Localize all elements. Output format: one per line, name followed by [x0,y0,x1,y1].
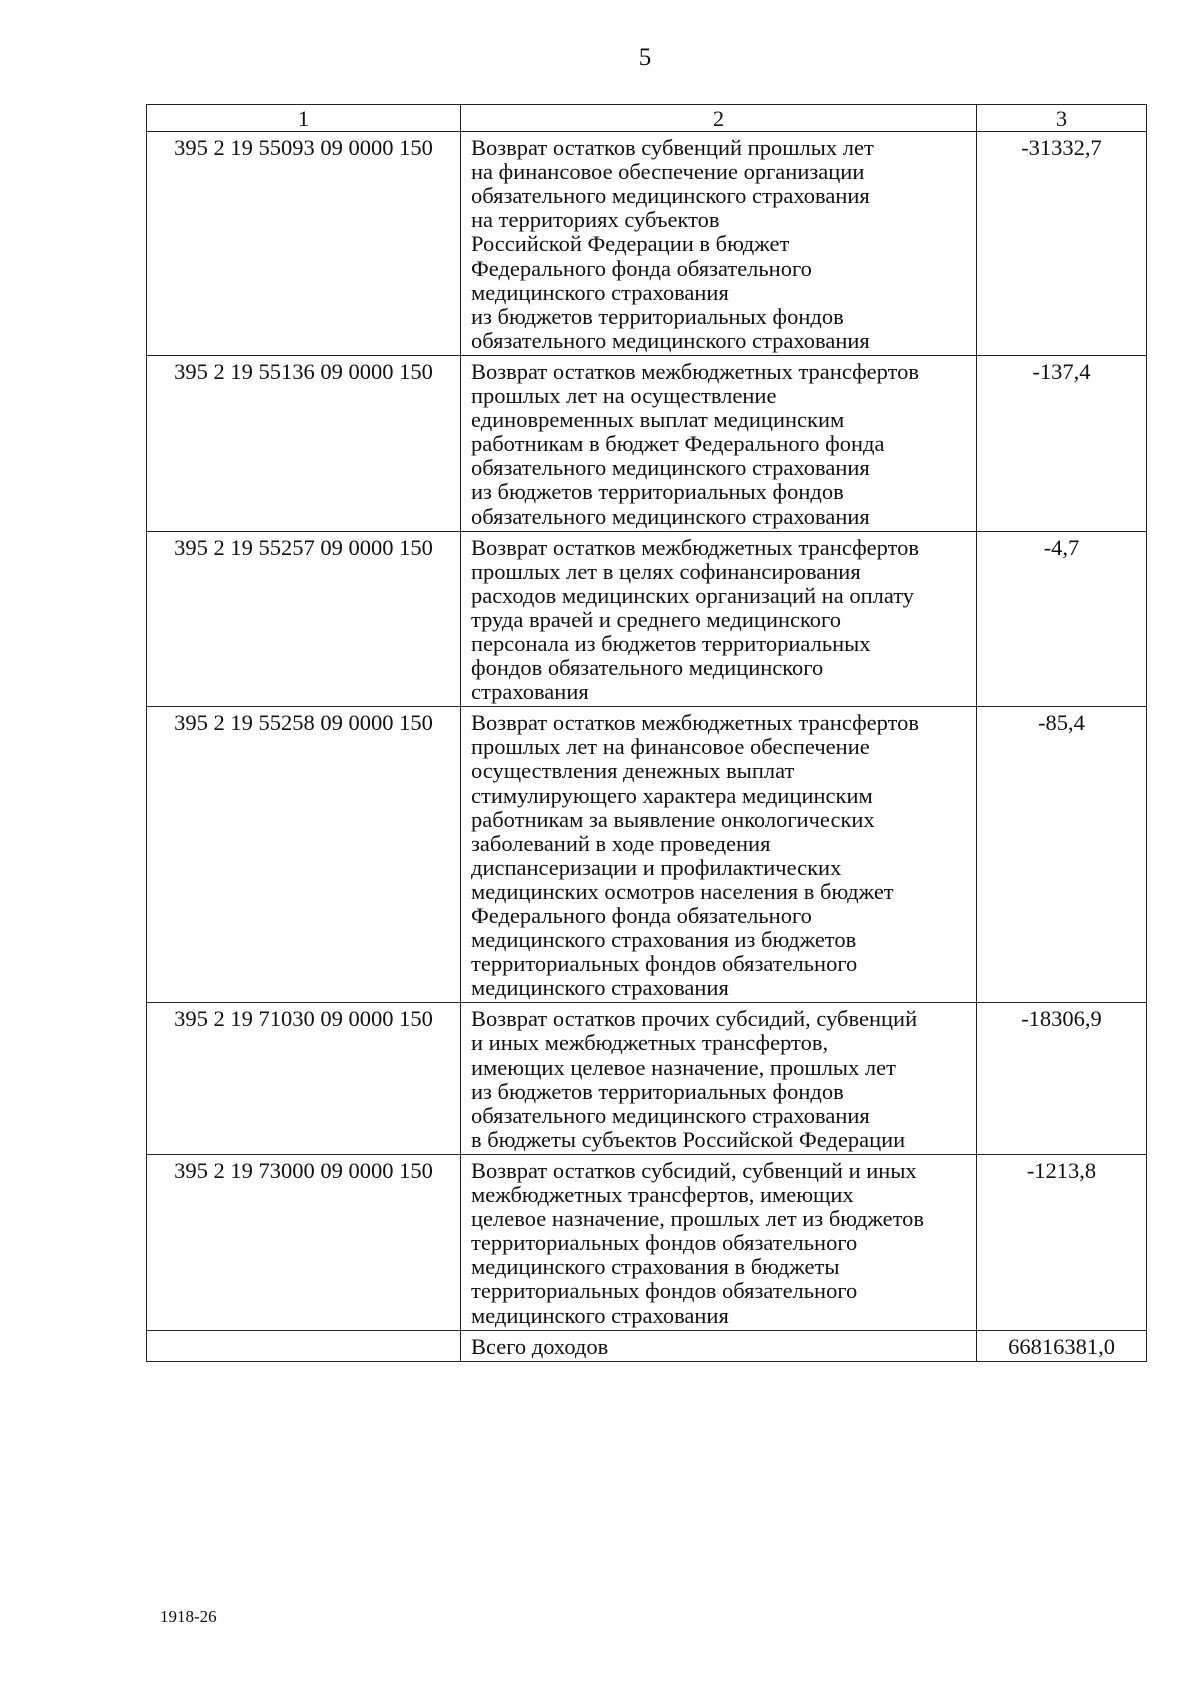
amount-cell: -1213,8 [977,1154,1147,1330]
column-header-code: 1 [147,105,461,132]
budget-code-cell: 395 2 19 55258 09 0000 150 [147,707,461,1003]
page-number: 5 [638,44,652,71]
description-cell: Возврат остатков прочих субсидий, субвенций и иных межбюджетных трансфертов, имеющих целевое назначение, прошлых лет из бюджетов территориальных фондов обязательного медицинского страхования в бюджеты субъектов Российской Федерации [461,1003,977,1155]
column-header-name: 2 [461,105,977,132]
description-cell: Возврат остатков межбюджетных трансфертов прошлых лет на осуществление единовременных выплат медицинским работникам в бюджет Федерального фонда обязательного медицинского страхования из бюджетов территориальных фондов обязательного медицинского страхования [461,355,977,531]
revenue-table [146,104,1147,1362]
amount-cell: -31332,7 [977,132,1147,356]
description-cell: Возврат остатков межбюджетных трансфертов прошлых лет на финансовое обеспечение осуществления денежных выплат стимулирующего характера медицинским работникам за выявление онкологических заболеваний в ходе проведения диспансеризации и профилактических медицинских осмотров населения в бюджет Федерального фонда обязательного медицинского страхования из бюджетов территориальных фондов обязательного медицинского страхования [461,707,977,1003]
description-cell: Возврат остатков субсидий, субвенций и иных межбюджетных трансфертов, имеющих целевое назначение, прошлых лет из бюджетов территориальных фондов обязательного медицинского страхования в бюджеты территориальных фондов обязательного медицинского страхования [461,1154,977,1330]
document-footer-code: 1918-26 [160,1607,217,1626]
table-row [147,355,1147,531]
table-header-row [147,105,1147,132]
column-header-amount: 3 [977,105,1147,132]
total-code-cell [147,1330,461,1361]
table-row [147,1154,1147,1330]
budget-code-cell: 395 2 19 55093 09 0000 150 [147,132,461,356]
budget-code-cell: 395 2 19 55136 09 0000 150 [147,355,461,531]
total-row [147,1330,1147,1361]
amount-cell: -137,4 [977,355,1147,531]
budget-code-cell: 395 2 19 73000 09 0000 150 [147,1154,461,1330]
budget-code-cell: 395 2 19 71030 09 0000 150 [147,1003,461,1155]
total-label: Всего доходов [461,1330,977,1361]
table-row [147,132,1147,356]
amount-cell: -4,7 [977,531,1147,707]
description-cell: Возврат остатков межбюджетных трансфертов прошлых лет в целях софинансирования расходов медицинских организаций на оплату труда врачей и среднего медицинского персонала из бюджетов территориальных фондов обязательного медицинского страхования [461,531,977,707]
description-cell: Возврат остатков субвенций прошлых лет на финансовое обеспечение организации обязательного медицинского страхования на территориях субъектов Российской Федерации в бюджет Федерального фонда обязательного медицинского страхования из бюджетов территориальных фондов обязательного медицинского страхования [461,132,977,356]
budget-code-cell: 395 2 19 55257 09 0000 150 [147,531,461,707]
table-row [147,1003,1147,1155]
table-row [147,531,1147,707]
total-amount: 66816381,0 [977,1330,1147,1361]
amount-cell: -85,4 [977,707,1147,1003]
table-row [147,707,1147,1003]
amount-cell: -18306,9 [977,1003,1147,1155]
